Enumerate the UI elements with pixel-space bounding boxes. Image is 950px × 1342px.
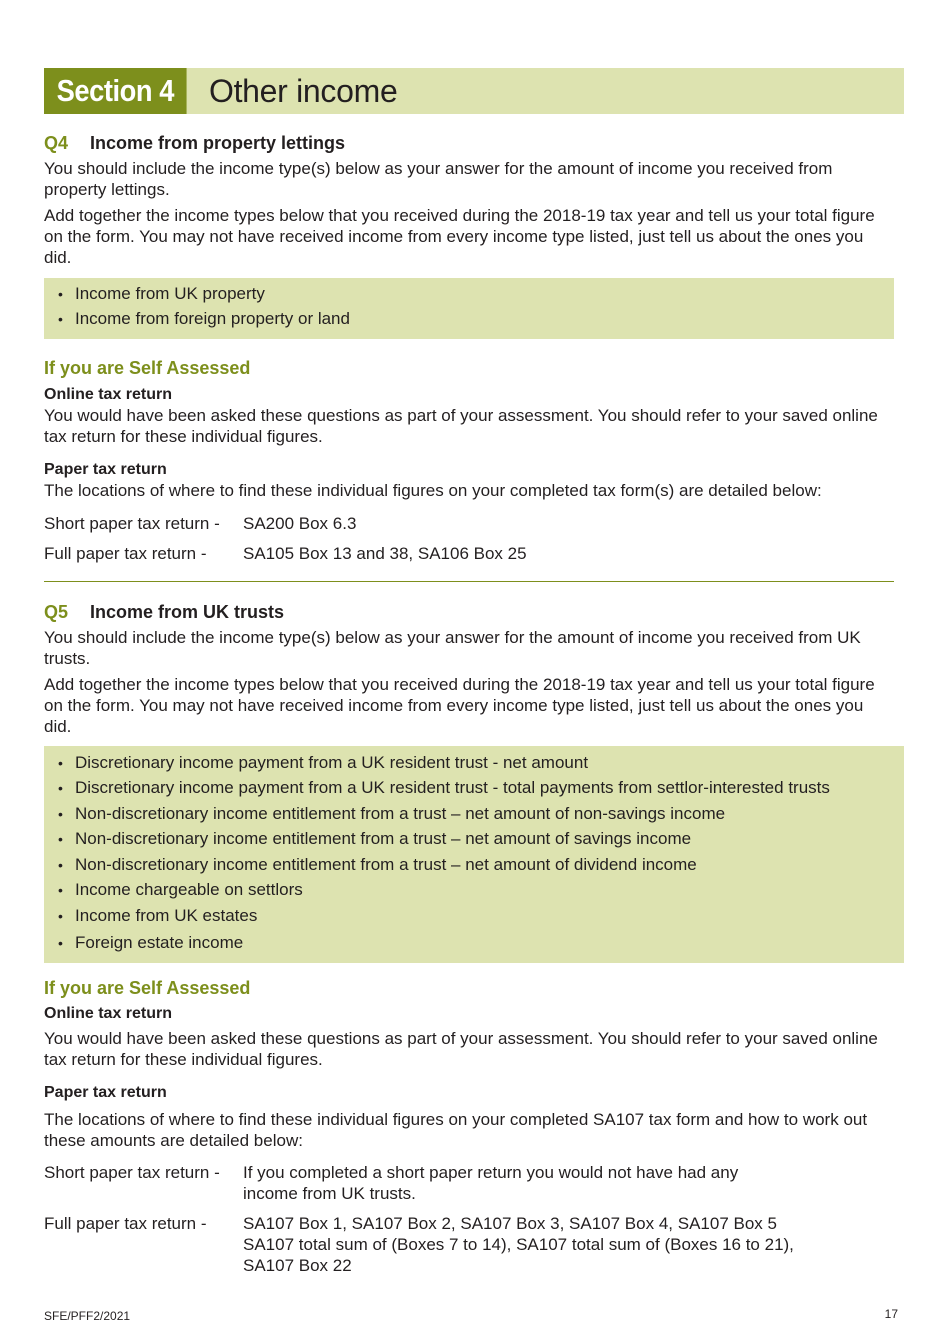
q5-full-value-line: SA107 Box 1, SA107 Box 2, SA107 Box 3, SA107 Box 4, SA107 Box 5 <box>243 1214 777 1233</box>
q4-online-text: You would have been asked these questions as part of your assessment. You should refer to your saved online tax return for these individual figures. <box>44 406 878 446</box>
list-item: • Non-discretionary income entitlement from a trust – net amount of savings income <box>58 829 692 848</box>
q4-paper-text: The locations of where to find these individual figures on your completed tax form(s) are detailed below: <box>44 481 822 500</box>
q5-full-value-line: SA107 Box 22 <box>243 1256 352 1275</box>
q4-title: Income from property lettings <box>90 133 346 153</box>
q5-block <box>44 600 894 737</box>
q5-paper-text: The locations of where to find these individual figures on your completed SA107 tax form and how to work out these amounts are detailed below: <box>44 1110 868 1150</box>
q5-self-assessed <box>44 977 894 1151</box>
list-item: • Income from UK estates <box>58 906 258 925</box>
page-number: 17 <box>884 1307 898 1321</box>
q4-heading <box>44 131 894 155</box>
section-label: Section 4 <box>44 68 187 114</box>
section-divider <box>44 581 894 582</box>
q5-short-label: Short paper tax return - <box>44 1163 220 1182</box>
q5-sa-heading: If you are Self Assessed <box>44 978 251 998</box>
q4-intro: You should include the income type(s) below as your answer for the amount of income you received from property lettings. <box>44 159 833 199</box>
q4-instructions: Add together the income types below that you received during the 2018-19 tax year and tell us your total figure on the form. You may not have received income from every income type listed, just tell us about the ones you did. <box>44 206 875 267</box>
q5-online-text: You would have been asked these questions as part of your assessment. You should refer to your saved online tax return for these individual figures. <box>44 1029 878 1069</box>
list-item: • Discretionary income payment from a UK resident trust - net amount <box>58 753 589 772</box>
footer-code: SFE/PFF2/2021 <box>44 1309 131 1323</box>
list-item: • Income from foreign property or land <box>58 309 350 328</box>
q4-online-heading: Online tax return <box>44 386 173 403</box>
q4-block <box>44 131 894 268</box>
list-item: • Non-discretionary income entitlement from a trust – net amount of non-savings income <box>58 804 726 823</box>
section-title: Other income <box>209 72 398 109</box>
q4-self-assessed <box>44 357 894 501</box>
q5-heading <box>44 600 894 624</box>
list-item: • Non-discretionary income entitlement from a trust – net amount of dividend income <box>58 855 697 874</box>
list-item: • Income from UK property <box>58 284 265 303</box>
q4-full-label: Full paper tax return - <box>44 544 207 563</box>
q5-intro: You should include the income type(s) below as your answer for the amount of income you received from UK trusts. <box>44 628 861 668</box>
q4-number: Q4 <box>44 133 69 153</box>
q5-bullet-panel <box>44 746 904 963</box>
q5-title: Income from UK trusts <box>90 602 285 622</box>
list-item: • Foreign estate income <box>58 933 244 952</box>
q5-short-value: If you completed a short paper return you would not have had any income from UK trusts. <box>243 1163 739 1203</box>
q5-full-value-line: SA107 total sum of (Boxes 7 to 14), SA107 total sum of (Boxes 16 to 21), <box>243 1235 794 1254</box>
q5-instructions: Add together the income types below that you received during the 2018-19 tax year and tell us your total figure on the form. You may not have received income from every income type listed, just tell us about the ones you did. <box>44 675 875 736</box>
q4-full-value: SA105 Box 13 and 38, SA106 Box 25 <box>243 544 527 563</box>
q5-full-label: Full paper tax return - <box>44 1214 207 1233</box>
q5-number: Q5 <box>44 602 69 622</box>
q5-online-heading: Online tax return <box>44 1005 173 1022</box>
q4-short-label: Short paper tax return - <box>44 514 220 533</box>
q4-bullet-panel <box>44 278 894 339</box>
section-header <box>44 68 904 114</box>
list-item: • Income chargeable on settlors <box>58 880 303 899</box>
q4-short-value: SA200 Box 6.3 <box>243 514 357 533</box>
q4-paper-heading: Paper tax return <box>44 461 167 478</box>
q5-paper-heading: Paper tax return <box>44 1084 167 1101</box>
q5-full-value <box>243 1213 863 1276</box>
q4-sa-heading: If you are Self Assessed <box>44 358 251 378</box>
list-item: • Discretionary income payment from a UK resident trust - total payments from settlor-interested trusts <box>58 778 830 797</box>
